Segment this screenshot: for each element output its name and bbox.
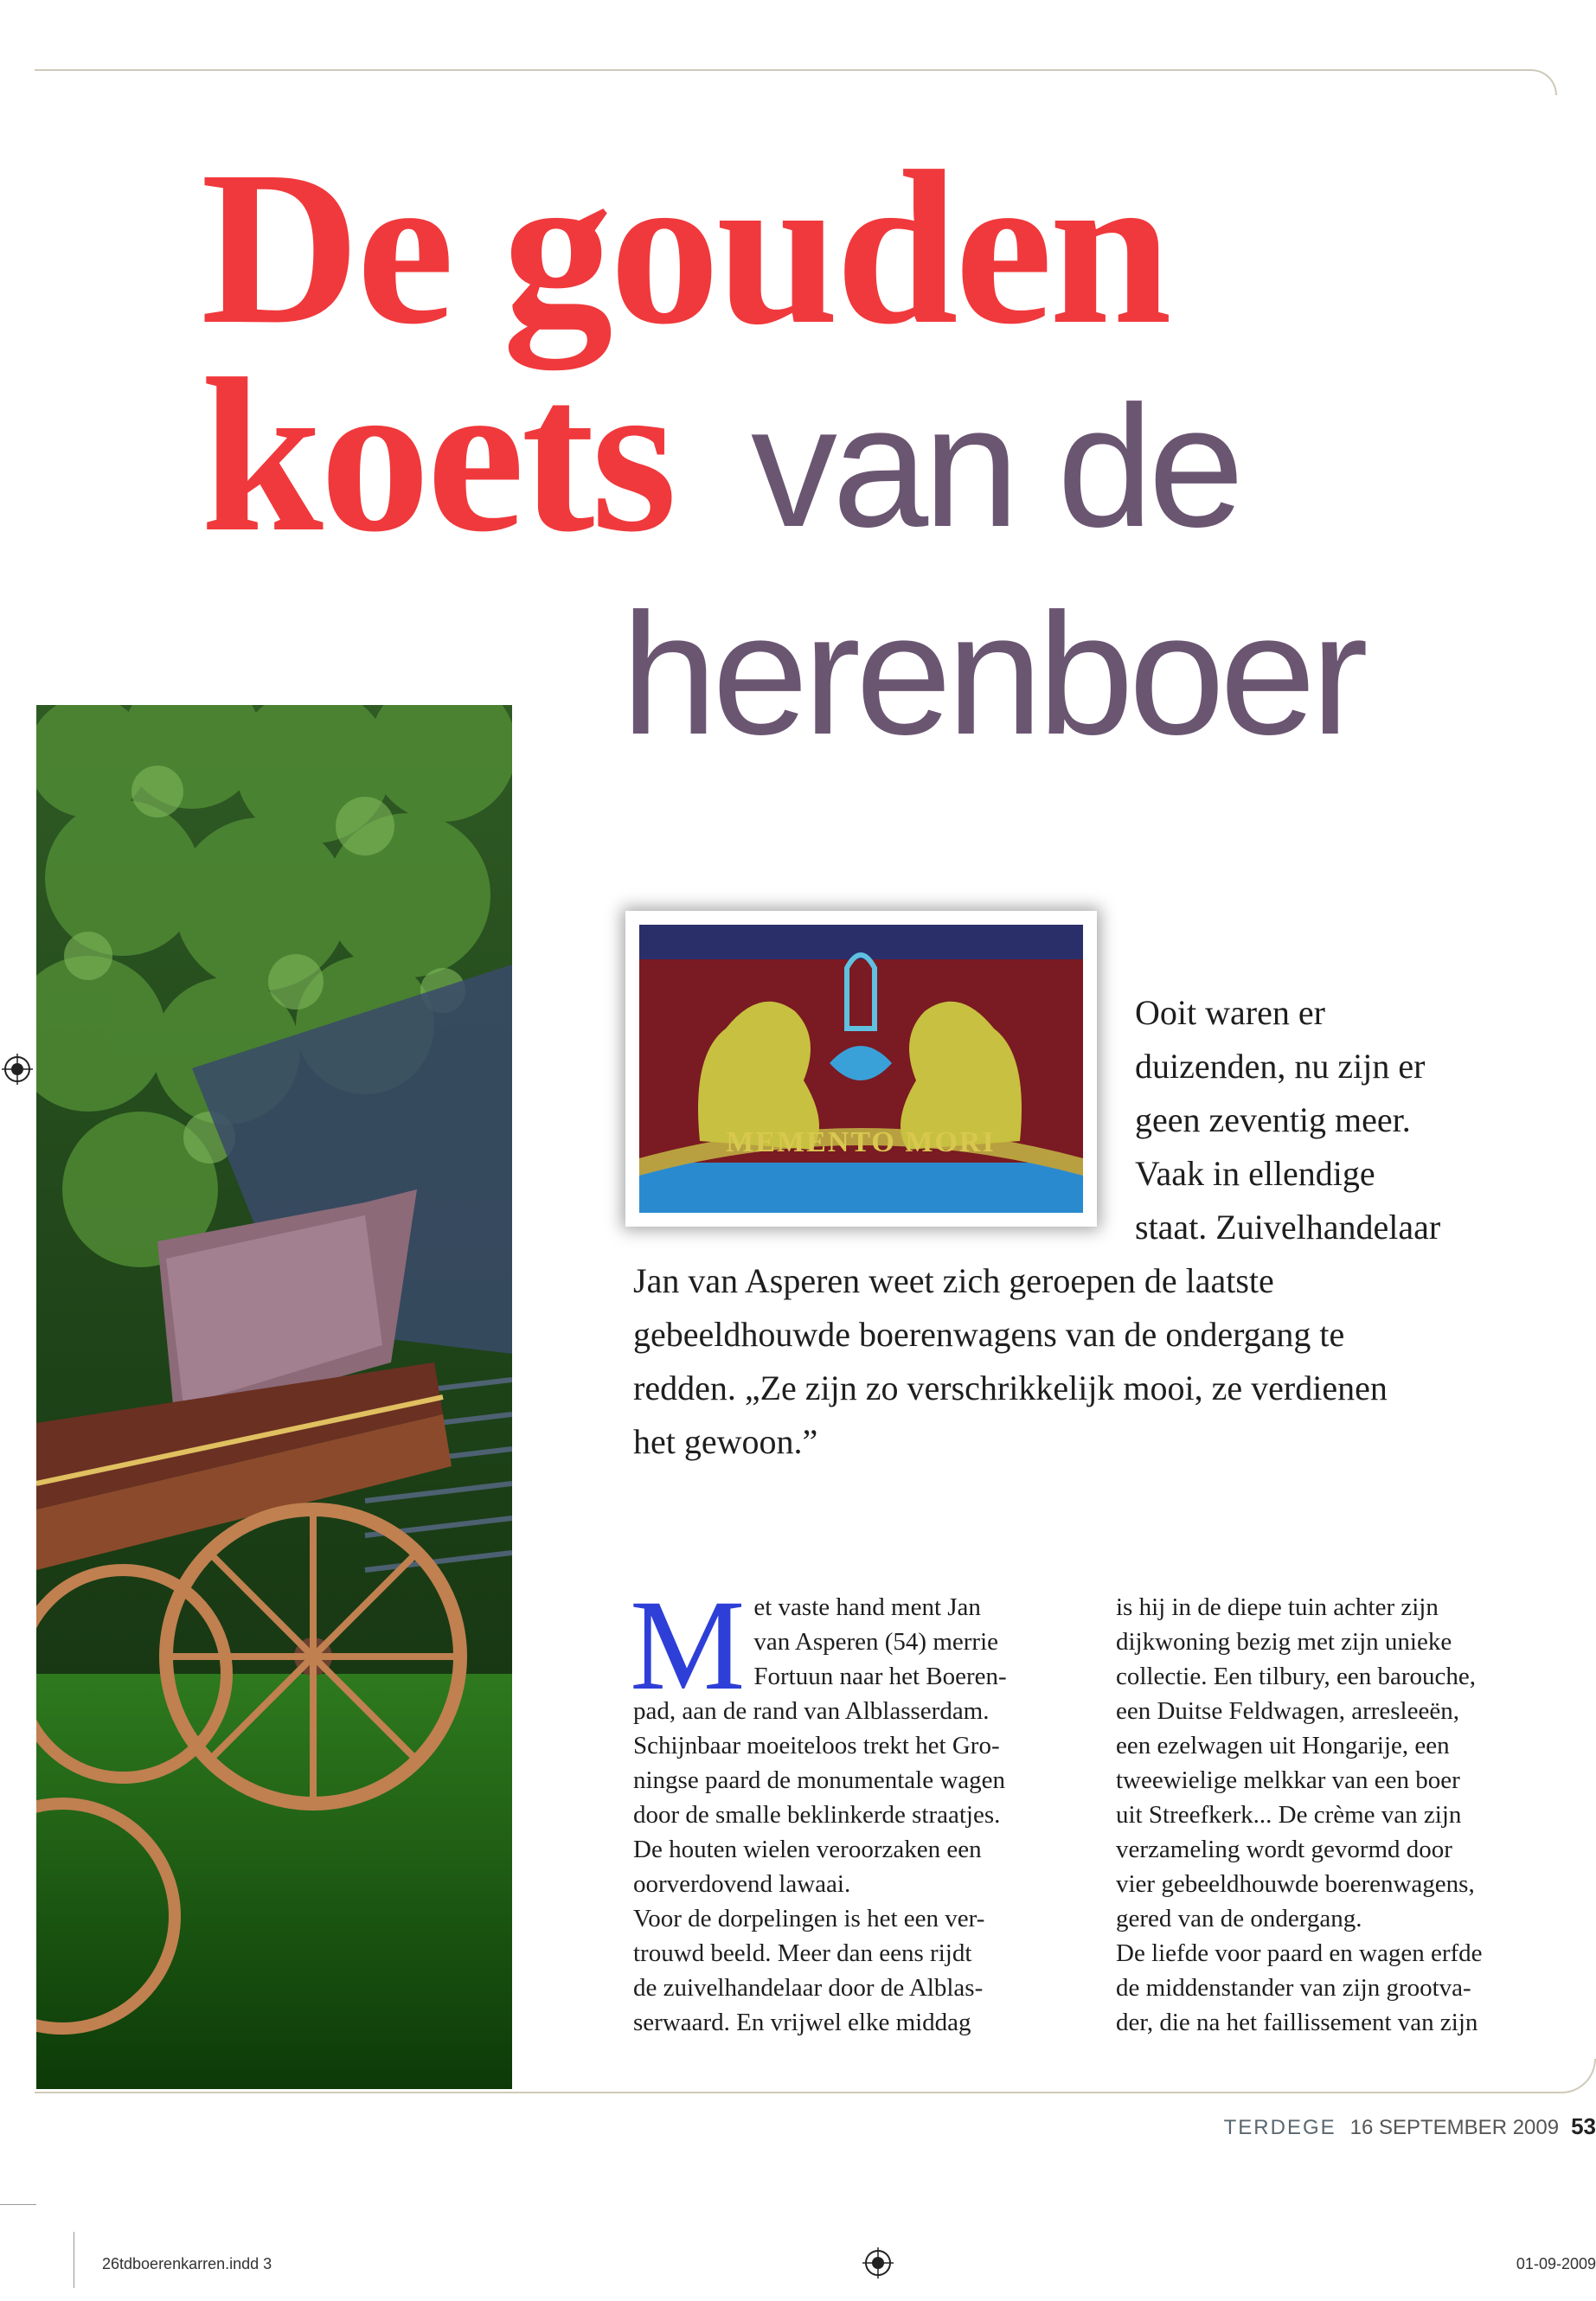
body-line: is hij in de diepe tuin achter zijn bbox=[1116, 1593, 1439, 1621]
inset-photo-frame bbox=[625, 911, 1097, 1227]
top-frame-line bbox=[35, 69, 1557, 95]
page-folio bbox=[1224, 2113, 1596, 2140]
headline-van-de: van de bbox=[751, 370, 1240, 563]
body-line: dijkwoning bezig met zijn unieke bbox=[1116, 1628, 1452, 1656]
body-line: collectie. Een tilbury, een barouche, bbox=[1116, 1663, 1477, 1690]
body-line: de zuivelhandelaar door de Alblas- bbox=[633, 1974, 984, 2002]
bottom-frame-line bbox=[35, 2059, 1596, 2093]
body-column-2 bbox=[1116, 1590, 1548, 2040]
intro-line: staat. Zuivelhandelaar bbox=[1135, 1208, 1441, 1247]
body-line: De liefde voor paard en wagen erfde bbox=[1116, 1939, 1483, 1967]
body-line: een Duitse Feldwagen, arresleeën, bbox=[1116, 1697, 1459, 1725]
body-line: pad, aan de rand van Alblasserdam. bbox=[633, 1697, 990, 1725]
intro-full-width bbox=[633, 1254, 1388, 1469]
body-line: Voor de dorpelingen is het een ver- bbox=[633, 1905, 985, 1932]
magazine-name: TERDEGE bbox=[1223, 2116, 1336, 2139]
body-line: Fortuun naar het Boeren- bbox=[753, 1663, 1007, 1690]
memento-mori-carving-photo bbox=[639, 925, 1083, 1213]
headline-koets: koets bbox=[201, 334, 674, 578]
body-line: de middenstander van zijn grootva- bbox=[1116, 1974, 1471, 2002]
carved-motto: MEMENTO MORI bbox=[726, 1126, 996, 1158]
body-line: ningse paard de monumentale wagen bbox=[633, 1766, 1006, 1794]
body-line: oorverdovend lawaai. bbox=[633, 1870, 851, 1898]
intro-line: redden. „Ze zijn zo verschrikkelijk mooi, ze verdienen bbox=[633, 1368, 1388, 1407]
body-line: door de smalle beklinkerde straatjes. bbox=[633, 1801, 1001, 1829]
body-line: uit Streefkerk... De crème van zijn bbox=[1116, 1801, 1462, 1829]
body-line: trouwd beeld. Meer dan eens rijdt bbox=[633, 1939, 972, 1967]
body-line: van Asperen (54) merrie bbox=[753, 1628, 999, 1656]
body-line: Schijnbaar moeiteloos trekt het Gro- bbox=[633, 1732, 1000, 1759]
body-line: vier gebeeldhouwde boerenwagens, bbox=[1116, 1870, 1475, 1898]
body-line: tweewielige melkkar van een boer bbox=[1116, 1766, 1460, 1794]
crop-mark bbox=[0, 2204, 36, 2205]
intro-line: Vaak in ellendige bbox=[1135, 1154, 1375, 1193]
body-line: een ezelwagen uit Hongarije, een bbox=[1116, 1732, 1450, 1759]
body-column-1 bbox=[630, 1574, 1066, 2040]
intro-line: gebeeldhouwde boerenwagens van de ondergang te bbox=[633, 1315, 1345, 1354]
slug-filename: 26tdboerenkarren.indd 3 bbox=[102, 2255, 272, 2272]
body-line: et vaste hand ment Jan bbox=[753, 1593, 981, 1621]
body-line: De houten wielen veroorzaken een bbox=[633, 1836, 982, 1863]
body-line: gered van de ondergang. bbox=[1116, 1905, 1362, 1932]
issue-date: 16 SEPTEMBER 2009 bbox=[1349, 2116, 1560, 2139]
intro-line: geen zeventig meer. bbox=[1135, 1100, 1411, 1139]
intro-line: duizenden, nu zijn er bbox=[1135, 1047, 1426, 1086]
page-number: 53 bbox=[1571, 2113, 1596, 2139]
slug-date: 01-09-2009 bbox=[1516, 2255, 1596, 2272]
intro-line: het gewoon.” bbox=[633, 1422, 818, 1461]
registration-mark-icon bbox=[2, 1054, 33, 1085]
intro-line: Ooit waren er bbox=[1135, 993, 1325, 1032]
carriage-photo bbox=[36, 705, 512, 2089]
intro-beside-photo bbox=[1135, 986, 1440, 1254]
body-line: serwaard. En vrijwel elke middag bbox=[633, 2009, 971, 2036]
headline-line-1: De gouden bbox=[201, 126, 1169, 370]
registration-mark-icon bbox=[862, 2247, 894, 2279]
drop-cap: M bbox=[630, 1574, 746, 1717]
body-line: verzameling wordt gevormd door bbox=[1116, 1836, 1452, 1863]
body-line: der, die na het faillissement van zijn bbox=[1116, 2009, 1478, 2036]
intro-line: Jan van Asperen weet zich geroepen de laatste bbox=[633, 1261, 1274, 1300]
headline-herenboer: herenboer bbox=[621, 578, 1363, 771]
